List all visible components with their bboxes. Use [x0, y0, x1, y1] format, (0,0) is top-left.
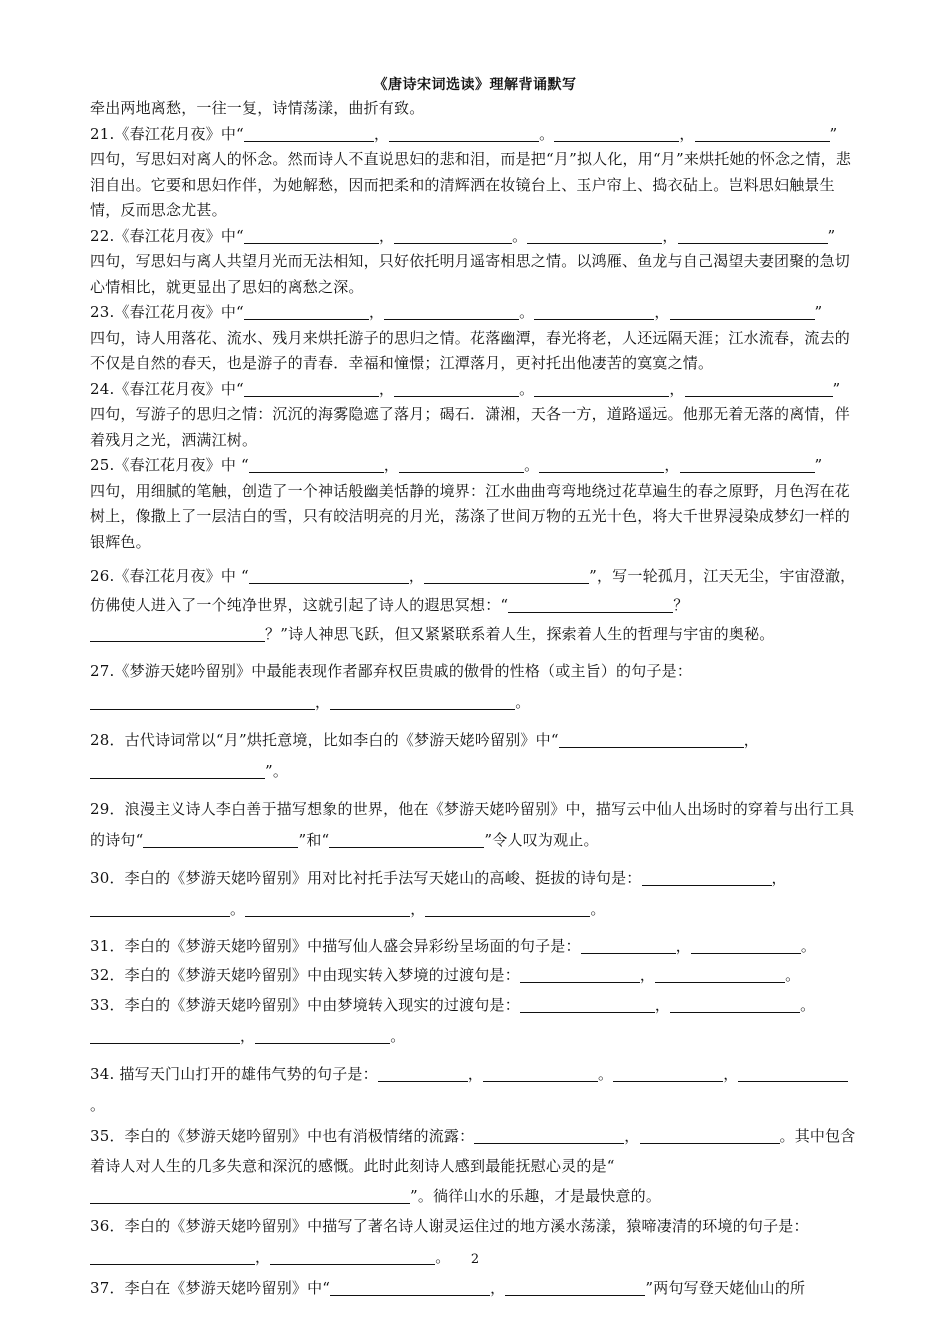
blank[interactable]	[691, 937, 801, 954]
question-34: 34. 描写天门山打开的雄伟气势的句子是： ， 。 ，。	[90, 1059, 860, 1121]
blank[interactable]	[508, 596, 673, 613]
question-23: 23.《春江花月夜》中“ ， 。 ， ” 四句，诗人用落花、流水、残月来烘托游子的思归之情。花落幽潭，春光将老，人还远隔天涯；江水流春，流去的不仅是自然的春天，也是游子的青春．幸福和憧憬；江潭落月，更衬托出他凄苦的寞寞之情。	[90, 303, 851, 372]
question-35: 35．李白的《梦游天姥吟留别》中也有消极情绪的流露： ， 。其中包含着诗人对人生的几多失意和深沉的感慨。此时此刻诗人感到最能抚慰心灵的是“”。徜徉山水的乐趣，才是最快意的。	[90, 1127, 856, 1205]
blank[interactable]	[90, 900, 230, 917]
blank[interactable]	[249, 567, 409, 584]
blank[interactable]	[424, 567, 589, 584]
blank[interactable]	[695, 125, 830, 142]
blank[interactable]	[685, 380, 833, 397]
question-31: 31．李白的《梦游天姥吟留别》中描写仙人盛会异彩纷呈场面的句子是： ， 。	[90, 937, 817, 955]
blank[interactable]	[670, 996, 800, 1013]
blank[interactable]	[483, 1065, 598, 1082]
blank[interactable]	[249, 456, 384, 473]
blank[interactable]	[90, 693, 315, 710]
blank[interactable]	[255, 1027, 390, 1044]
blank[interactable]	[520, 996, 655, 1013]
question-26: 26.《春江花月夜》中 “ ， ”，写一轮孤月，江天无尘，宇宙澄澈，仿佛使人进入了一个纯净世界，这就引起了诗人的遐思冥想：“ ？ ？”诗人神思飞跃，但又紧紧联系着人生，探索着人生的哲理与宇宙的奥秘。	[90, 567, 856, 643]
blank[interactable]	[425, 900, 590, 917]
blank[interactable]	[670, 303, 815, 320]
blank[interactable]	[539, 456, 664, 473]
question-36: 36．李白的《梦游天姥吟留别》中描写了著名诗人谢灵运住过的地方溪水荡漾，猿啼凄清的环境的句子是：， 。	[90, 1217, 809, 1266]
blank[interactable]	[330, 1279, 490, 1296]
page-number: 2	[470, 1252, 480, 1267]
document-body	[90, 96, 860, 1304]
blank[interactable]	[244, 125, 374, 142]
question-21: 21.《春江花月夜》中“ ， 。 ， ” 四句，写思妇对离人的怀念。然而诗人不直说思妇的悲和泪，而是把“月”拟人化，用“月”来烘托她的怀念之情，悲泪自出。它要和思妇作伴，为她解愁，因而把柔和的清辉洒在妆镜台上、玉户帘上、捣衣砧上。岂料思妇触景生情，反而思念尤甚。	[90, 124, 852, 219]
blank[interactable]	[738, 1065, 848, 1082]
question-27: 27.《梦游天姥吟留别》中最能表现作者鄙弃权臣贵戚的傲骨的性格（或主旨）的句子是： ， 。	[90, 662, 693, 711]
blank[interactable]	[389, 125, 539, 142]
blank[interactable]	[394, 380, 519, 397]
question-22: 22.《春江花月夜》中“ ， 。 ， ” 四句，写思妇与离人共望月光而无法相知，只好依托明月遥寄相思之情。以鸿雁、鱼龙与自己渴望夫妻团聚的急切心情相比，就更显出了思妇的离愁之深。	[90, 226, 851, 296]
blank[interactable]	[640, 1127, 780, 1144]
blank[interactable]	[384, 303, 519, 320]
blank[interactable]	[90, 1187, 410, 1204]
blank[interactable]	[244, 380, 379, 397]
blank[interactable]	[330, 693, 515, 710]
blank[interactable]	[613, 1065, 723, 1082]
question-29: 29．浪漫主义诗人李白善于描写想象的世界，他在《梦游天姥吟留别》中，描写云中仙人出场时的穿着与出行工具的诗句“ ”和“ ”令人叹为观止。	[90, 800, 855, 849]
blank[interactable]	[245, 900, 410, 917]
question-37: 37．李白在《梦游天姥吟留别》中“ ， ”两句写登天姥仙山的所	[90, 1279, 806, 1297]
blank[interactable]	[554, 125, 679, 142]
blank[interactable]	[90, 625, 265, 642]
blank[interactable]	[378, 1065, 468, 1082]
blank[interactable]	[655, 966, 785, 983]
blank[interactable]	[642, 869, 772, 886]
blank[interactable]	[143, 831, 298, 848]
blank[interactable]	[520, 966, 640, 983]
page-header-title: 《唐诗宋词选读》理解背诵默写	[373, 77, 577, 93]
blank[interactable]	[244, 303, 369, 320]
blank[interactable]	[329, 831, 484, 848]
question-25: 25.《春江花月夜》中 “ ， 。 ， ” 四句，用细腻的笔触，创造了一个神话般幽美恬静的境界：江水曲曲弯弯地绕过花草遍生的春之原野，月色泻在花树上，像撒上了一层洁白的雪，只有皎洁明亮的月光，荡涤了世间万物的五光十色，将大千世界浸染成梦幻一样的银辉色。	[90, 456, 851, 551]
blank[interactable]	[244, 227, 379, 244]
blank[interactable]	[394, 227, 512, 244]
question-32: 32．李白的《梦游天姥吟留别》中由现实转入梦境的过渡句是： ， 。	[90, 966, 801, 984]
blank[interactable]	[680, 456, 815, 473]
blank[interactable]	[559, 731, 744, 748]
question-24: 24.《春江花月夜》中“ ， 。 ， ” 四句，写游子的思归之情：沉沉的海雾隐遮了落月；碣石．潇湘，天各一方，道路遥远。他那无着无落的离情，伴着残月之光，洒满江树。	[90, 379, 851, 449]
blank[interactable]	[474, 1127, 624, 1144]
blank[interactable]	[90, 1027, 240, 1044]
blank[interactable]	[678, 227, 828, 244]
blank[interactable]	[399, 456, 524, 473]
question-28: 28．古代诗词常以“月”烘托意境，比如李白的《梦游天姥吟留别》中“ ， ”。	[90, 731, 759, 780]
continuation-line: 牵出两地离愁，一往一复，诗情荡漾，曲折有致。	[90, 99, 425, 117]
question-33: 33．李白的《梦游天姥吟留别》中由梦境转入现实的过渡句是： ， 。 ， 。	[90, 996, 816, 1045]
blank[interactable]	[505, 1279, 645, 1296]
blank[interactable]	[534, 303, 654, 320]
blank[interactable]	[527, 227, 662, 244]
blank[interactable]	[581, 937, 676, 954]
question-30: 30．李白的《梦游天姥吟留别》用对比衬托手法写天姥山的高峻、挺拔的诗句是： ， 。 ， 。	[90, 869, 787, 918]
blank[interactable]	[534, 380, 669, 397]
blank[interactable]	[90, 762, 265, 779]
